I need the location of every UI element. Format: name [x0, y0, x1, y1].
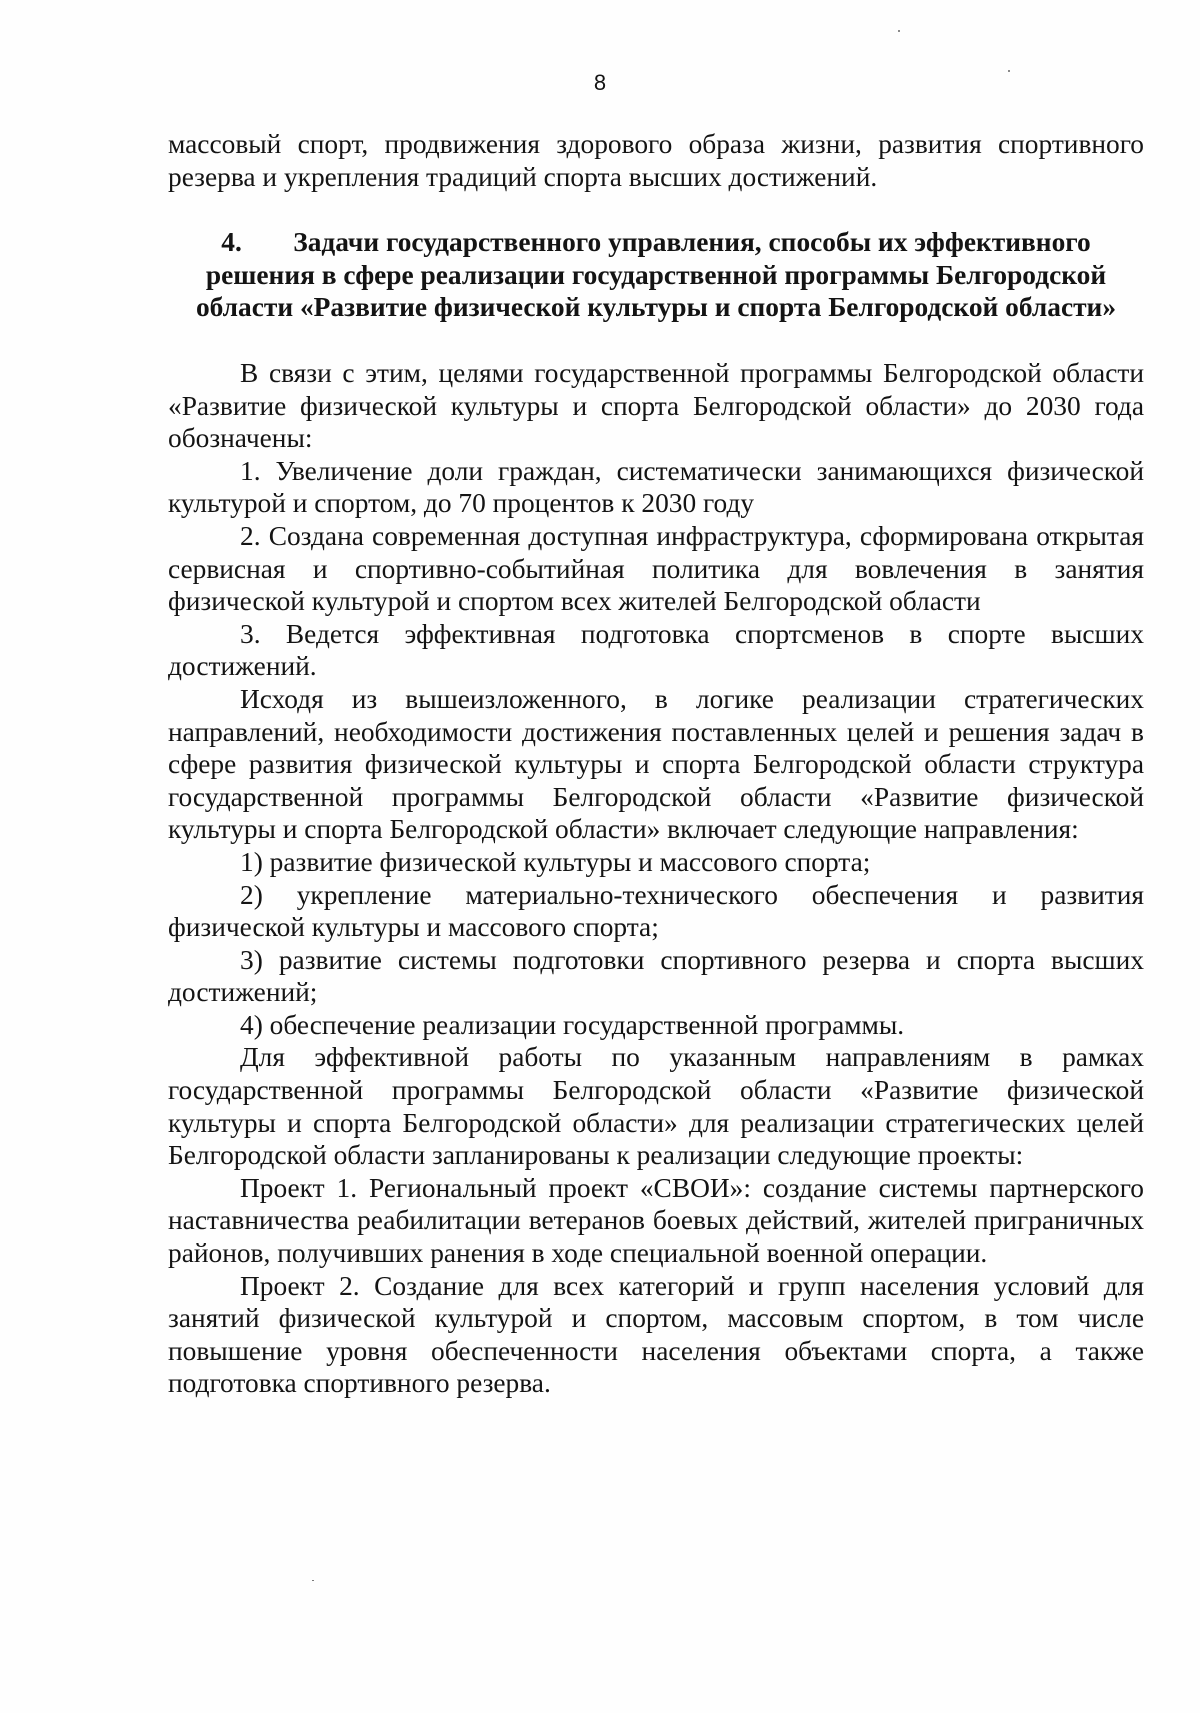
- goal-item-1: 1. Увеличение доли граждан, систематически занимающихся физической культурой и спортом, до 70 процентов к 2030 году: [168, 455, 1144, 519]
- project-item-2: Проект 2. Создание для всех категорий и групп населения условий для занятий физической культурой и спортом, массовым спортом, в том числе повышение уровня обеспеченности населения объектами спорта, а также подготовка спортивного резерва.: [168, 1270, 1144, 1399]
- direction-item-2: 2) укрепление материально-технического обеспечения и развития физической культуры и массового спорта;: [168, 879, 1144, 943]
- intro-paragraph: массовый спорт, продвижения здорового образа жизни, развития спортивного резерва и укрепления традиций спорта высших достижений.: [168, 129, 1144, 192]
- intro-paragraph-block: [168, 128, 1144, 193]
- direction-item-1: 1) развитие физической культуры и массового спорта;: [240, 846, 871, 877]
- direction-item-3: 3) развитие системы подготовки спортивного резерва и спорта высших достижений;: [168, 944, 1144, 1008]
- goal-item-2: 2. Создана современная доступная инфраструктура, сформирована открытая сервисная и спортивно-событийная политика для вовлечения в занятия физической культурой и спортом всех жителей Белгородской области: [168, 520, 1144, 617]
- section-body: [168, 357, 1144, 1400]
- section-number: 4.: [221, 227, 242, 257]
- goals-intro-paragraph: В связи с этим, целями государственной программы Белгородской области «Развитие физической культуры и спорта Белгородской области» до 2030 года обозначены:: [168, 358, 1144, 454]
- project-item-1: Проект 1. Региональный проект «СВОИ»: создание системы партнерского наставничества реабилитации ветеранов боевых действий, жителей приграничных районов, получивших ранения в ходе специальной военной операции.: [168, 1172, 1144, 1269]
- scan-speck: [312, 1580, 314, 1581]
- goal-item-3: 3. Ведется эффективная подготовка спортсменов в спорте высших достижений.: [168, 618, 1144, 682]
- section-heading: [168, 226, 1144, 324]
- directions-intro-paragraph: Исходя из вышеизложенного, в логике реализации стратегических направлений, необходимости достижения поставленных целей и решения задач в сфере развития физической культуры и спорта Белгородской области структура государственной программы Белгородской области «Развитие физической культуры и спорта Белгородской области» включает следующие направления:: [168, 683, 1144, 845]
- section-title: Задачи государственного управления, способы их эффективного решения в сфере реализации государственной программы Белгородской области «Развитие физической культуры и спорта Белгородской области»: [195, 227, 1117, 323]
- direction-item-4: 4) обеспечение реализации государственной программы.: [240, 1009, 905, 1040]
- page-number: 8: [593, 70, 607, 95]
- projects-intro-paragraph: Для эффективной работы по указанным направлениям в рамках государственной программы Белгородской области «Развитие физической культуры и спорта Белгородской области» для реализации стратегических целей Белгородской области запланированы к реализации следующие проекты:: [168, 1042, 1144, 1171]
- scan-speck: [898, 30, 900, 32]
